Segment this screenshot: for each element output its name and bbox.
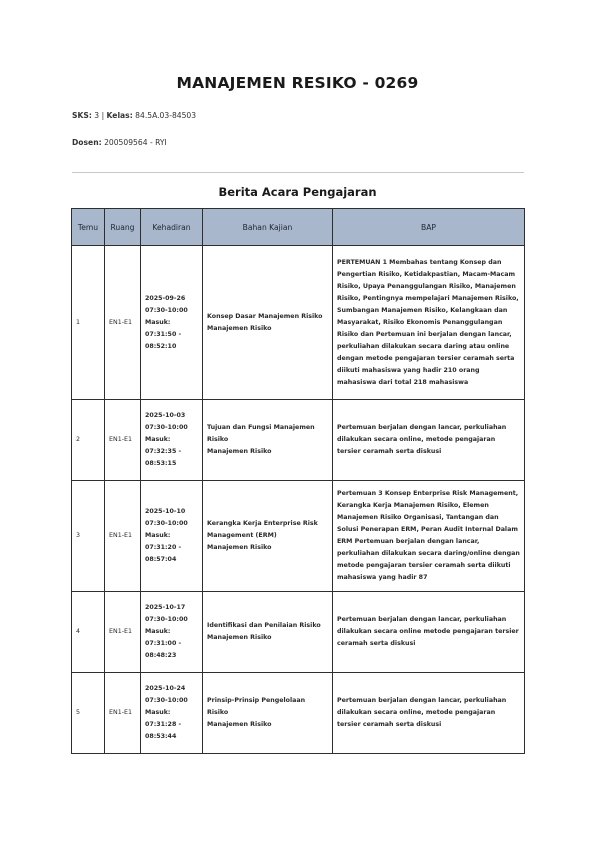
material-line: Kerangka Kerja Enterprise Risk: [207, 520, 318, 527]
kelas-value: 84.5A.03-84503: [135, 111, 197, 120]
material-line: Manajemen Risiko: [207, 324, 272, 332]
material-line: Manajemen Risiko: [207, 634, 272, 641]
attendance-line: 2025-10-24: [145, 685, 186, 692]
cell-temu: 5: [72, 673, 105, 754]
col-header-ruang: Ruang: [105, 209, 141, 246]
material-line: Manajemen Risiko: [207, 544, 272, 551]
cell-kehadiran: [141, 481, 203, 592]
sks-label: SKS:: [72, 111, 92, 120]
table-row: [72, 400, 525, 481]
cell-ruang: EN1-E1: [105, 673, 141, 754]
attendance-line: 07:30-10:00: [145, 306, 188, 314]
cell-ruang: EN1-E1: [105, 481, 141, 592]
col-header-temu: Temu: [72, 209, 105, 246]
course-meta: [72, 111, 196, 120]
material-line: Manajemen Risiko: [207, 721, 272, 728]
attendance-line: 08:52:10: [145, 342, 177, 350]
cell-kehadiran: [141, 246, 203, 400]
cell-temu: 4: [72, 592, 105, 673]
cell-kehadiran: [141, 673, 203, 754]
attendance-line: Masuk:: [145, 436, 171, 443]
teaching-report-table: [71, 208, 525, 754]
cell-bap: Pertemuan berjalan dengan lancar, perkuliahan dilakukan secara online, metode pengajaran tersier ceramah serta diskusi: [333, 673, 525, 754]
attendance-line: Masuk:: [145, 532, 171, 539]
material-line: Risiko: [207, 436, 229, 443]
attendance-line: 07:31:50 -: [145, 330, 182, 338]
cell-kehadiran: [141, 400, 203, 481]
attendance-line: 08:57:04: [145, 556, 177, 563]
dosen-label: Dosen:: [72, 138, 102, 147]
cell-ruang: EN1-E1: [105, 592, 141, 673]
attendance-line: 2025-10-17: [145, 604, 186, 611]
attendance-line: 07:32:35 -: [145, 448, 182, 455]
table-row: [72, 246, 525, 400]
cell-bap: Pertemuan berjalan dengan lancar, perkuliahan dilakukan secara online, metode pengajaran tersier ceramah serta diskusi: [333, 400, 525, 481]
attendance-line: 07:31:28 -: [145, 721, 182, 728]
material-line: Tujuan dan Fungsi Manajemen: [207, 424, 315, 431]
col-header-bahan-kajian: Bahan Kajian: [203, 209, 333, 246]
attendance-line: 08:53:44: [145, 733, 177, 740]
attendance-line: 2025-09-26: [145, 294, 186, 302]
cell-bahan-kajian: [203, 673, 333, 754]
meta-separator: |: [101, 111, 105, 120]
cell-ruang: EN1-E1: [105, 400, 141, 481]
cell-bap: PERTEMUAN 1 Membahas tentang Konsep dan Pengertian Risiko, Ketidakpastian, Macam-Macam Risiko, Upaya Penanggulangan Risiko, Manajemen Risiko, Pentingnya mempelajari Manajemen Risiko, Sumbangan Manajemen Risiko, Kelangkaan dan Masyarakat, Risiko Ekonomis Penanggulangan Risiko dan Pertemuan ini berjalan dengan lancar, perkuliahan dilakukan secara daring atau online dengan metode pengajaran tersier ceramah serta diikuti mahasiswa yang hadir 210 orang mahasiswa dari total 218 mahasiswa: [333, 246, 525, 400]
material-line: Identifikasi dan Penilaian Risiko: [207, 622, 321, 629]
sks-value: 3: [94, 111, 100, 120]
course-title: MANAJEMEN RESIKO - 0269: [176, 74, 419, 92]
material-line: Manajemen Risiko: [207, 448, 272, 455]
attendance-line: 2025-10-10: [145, 508, 186, 515]
attendance-line: 07:30-10:00: [145, 424, 188, 431]
attendance-line: 07:31:00 -: [145, 640, 182, 647]
kelas-label: Kelas:: [106, 111, 133, 120]
cell-bap: Pertemuan berjalan dengan lancar, perkuliahan dilakukan secara online metode pengajaran tersier ceramah serta diskusi: [333, 592, 525, 673]
cell-bap: Pertemuan 3 Konsep Enterprise Risk Management, Kerangka Kerja Manajemen Risiko, Elemen Manajemen Risiko Organisasi, Tantangan dan Solusi Penerapan ERM, Peran Audit Internal Dalam ERM Pertemuan berjalan dengan lancar, perkuliahan dilakukan secara daring/online dengan metode pengajaran tersier ceramah serta diikuti mahasiswa yang hadir 87: [333, 481, 525, 592]
cell-bahan-kajian: [203, 246, 333, 400]
attendance-line: 2025-10-03: [145, 412, 186, 419]
attendance-line: 07:31:20 -: [145, 544, 182, 551]
lecturer-meta: [72, 138, 167, 147]
attendance-line: 07:30-10:00: [145, 616, 188, 623]
attendance-line: 07:30-10:00: [145, 697, 188, 704]
attendance-line: Masuk:: [145, 709, 171, 716]
cell-bahan-kajian: [203, 400, 333, 481]
cell-kehadiran: [141, 592, 203, 673]
table-row: [72, 592, 525, 673]
cell-temu: 2: [72, 400, 105, 481]
attendance-line: 08:48:23: [145, 652, 177, 659]
table-row: [72, 673, 525, 754]
cell-temu: 1: [72, 246, 105, 400]
col-header-kehadiran: Kehadiran: [141, 209, 203, 246]
table-header-row: [72, 209, 525, 246]
col-header-bap: BAP: [333, 209, 525, 246]
cell-ruang: EN1-E1: [105, 246, 141, 400]
material-line: Konsep Dasar Manajemen Risiko: [207, 312, 323, 320]
header-divider: [72, 172, 524, 173]
table-row: [72, 481, 525, 592]
dosen-value: 200509564 - RYI: [104, 138, 167, 147]
cell-temu: 3: [72, 481, 105, 592]
cell-bahan-kajian: [203, 481, 333, 592]
material-line: Prinsip-Prinsip Pengelolaan Risiko: [207, 697, 306, 716]
section-title: Berita Acara Pengajaran: [218, 185, 377, 199]
attendance-line: Masuk:: [145, 628, 171, 635]
attendance-line: Masuk:: [145, 318, 171, 326]
cell-bahan-kajian: [203, 592, 333, 673]
material-line: Management (ERM): [207, 532, 277, 539]
attendance-line: 07:30-10:00: [145, 520, 188, 527]
attendance-line: 08:53:15: [145, 460, 177, 467]
